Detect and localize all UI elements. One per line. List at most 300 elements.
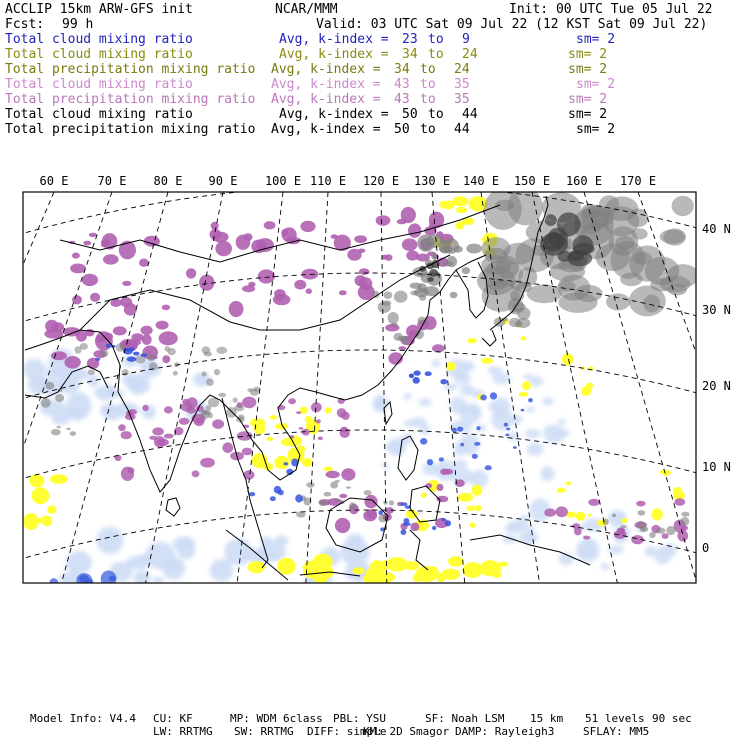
blue-patch — [457, 427, 463, 432]
light-blue-patch — [645, 546, 656, 557]
purple-patch — [200, 458, 215, 468]
light-blue-patch — [542, 397, 554, 405]
yellow-patch — [481, 358, 493, 364]
blue-patch — [505, 434, 509, 437]
blue-patch — [506, 428, 510, 431]
gray-cloud-patch — [319, 500, 328, 507]
field-averaging: Avg, k-index = — [279, 32, 389, 47]
yellow-patch — [266, 437, 273, 441]
purple-patch — [164, 406, 173, 413]
gray-cloud-patch — [349, 502, 356, 509]
dark-cloud-patch — [567, 251, 592, 267]
gray-cloud-patch — [503, 243, 534, 265]
yellow-patch — [467, 338, 477, 343]
purple-patch — [440, 469, 449, 476]
purple-patch — [402, 238, 418, 251]
light-blue-patch — [556, 428, 569, 437]
init-time: Init: 00 UTC Tue 05 Jul 22 — [509, 2, 713, 17]
gray-cloud-patch — [45, 382, 54, 390]
yellow-patch — [448, 556, 464, 566]
purple-patch — [281, 229, 288, 236]
purple-patch — [288, 398, 296, 404]
purple-patch — [367, 509, 377, 519]
blue-patch — [513, 446, 517, 449]
model-info-item: Model Info: V4.4 — [30, 712, 136, 725]
purple-patch — [572, 523, 580, 529]
gray-cloud-patch — [629, 245, 665, 281]
yellow-patch — [47, 505, 56, 514]
gray-cloud-patch — [388, 312, 399, 324]
gray-cloud-patch — [660, 276, 691, 293]
yellow-patch — [456, 207, 467, 214]
longitude-label: 120 E — [362, 174, 400, 188]
purple-patch — [162, 305, 170, 311]
field-smoothing: sm= 2 — [576, 122, 616, 137]
gray-cloud-patch — [208, 413, 213, 419]
yellow-patch — [29, 474, 44, 487]
purple-patch — [95, 331, 113, 350]
purple-patch — [83, 241, 91, 246]
latitude-labels — [702, 222, 731, 555]
model-info-item: SF: Noah LSM — [425, 712, 505, 725]
purple-patch — [358, 284, 375, 300]
light-blue-patch — [162, 557, 185, 580]
yellow-patch — [352, 567, 364, 574]
purple-patch — [192, 470, 200, 477]
yellow-patch — [588, 366, 593, 371]
gray-cloud-patch — [247, 388, 253, 392]
blue-patch — [403, 518, 409, 524]
field-k-to: to — [420, 77, 436, 92]
gray-cloud-patch — [581, 204, 600, 219]
light-blue-patch — [600, 563, 609, 570]
field-averaging: Avg, k-index = — [271, 77, 381, 92]
field-k-start: 50 — [394, 122, 410, 137]
light-blue-patch — [444, 383, 458, 390]
gray-cloud-patch — [462, 267, 471, 274]
gray-cloud-patch — [214, 369, 220, 375]
light-blue-patch — [487, 403, 496, 408]
field-name: Total cloud mixing ratio — [5, 47, 193, 62]
field-k-start: 23 — [402, 32, 418, 47]
gray-cloud-patch — [378, 302, 391, 313]
light-blue-patch — [410, 417, 427, 428]
model-info-item: 90 sec — [652, 712, 692, 725]
field-k-to: to — [420, 62, 436, 77]
blue-patch — [86, 579, 94, 585]
gray-cloud-patch — [656, 527, 665, 533]
yellow-patch — [521, 336, 527, 340]
purple-patch — [156, 321, 169, 330]
yellow-patch — [440, 201, 449, 209]
yellow-patch — [621, 518, 627, 523]
dark-cloud-patch — [429, 269, 438, 277]
field-name: Total cloud mixing ratio — [5, 32, 193, 47]
gray-cloud-patch — [410, 291, 418, 296]
model-info-item: 15 km — [530, 712, 564, 725]
purple-patch — [222, 442, 233, 453]
purple-patch — [149, 436, 157, 440]
gray-cloud-patch — [173, 371, 178, 376]
yellow-patch — [381, 560, 391, 570]
blue-patch — [133, 352, 139, 356]
blue-patch — [95, 358, 100, 361]
gray-cloud-patch — [66, 428, 71, 430]
longitude-label: 70 E — [97, 174, 127, 188]
longitude-label: 60 E — [39, 174, 69, 188]
purple-patch — [354, 235, 367, 243]
model-info-item: PBL: YSU — [333, 712, 386, 725]
purple-patch — [242, 397, 256, 409]
purple-patch — [141, 326, 153, 335]
yellow-patch — [562, 353, 574, 365]
gray-cloud-patch — [147, 350, 151, 353]
blue-patch — [101, 571, 117, 587]
gray-cloud-patch — [88, 369, 95, 375]
field-averaging: Avg, k-index = — [279, 47, 389, 62]
yellow-patch — [407, 561, 415, 566]
blue-patch — [528, 398, 533, 402]
gray-cloud-patch — [417, 234, 434, 251]
purple-patch — [89, 233, 97, 237]
yellow-patch — [413, 574, 422, 582]
purple-patch — [339, 290, 347, 295]
gray-cloud-patch — [389, 500, 394, 505]
model-title: ACCLIP 15km ARW-GFS init — [5, 2, 193, 17]
purple-patch — [337, 408, 347, 418]
model-info-item: 51 levels — [585, 712, 645, 725]
latitude-label: 20 N — [702, 379, 731, 393]
field-k-to: to — [420, 92, 436, 107]
yellow-patch — [475, 505, 481, 511]
longitude-label: 130 E — [413, 174, 451, 188]
purple-patch — [432, 344, 445, 352]
gray-cloud-patch — [383, 291, 392, 299]
gray-cloud-patch — [218, 393, 226, 397]
gray-cloud-patch — [364, 490, 372, 495]
field-k-to: to — [428, 107, 444, 122]
yellow-patch — [324, 467, 333, 472]
purple-patch — [398, 346, 406, 350]
purple-patch — [339, 494, 347, 498]
gray-cloud-patch — [391, 323, 398, 328]
latitude-label: 40 N — [702, 222, 731, 236]
light-blue-patch — [540, 466, 554, 481]
purple-patch — [401, 207, 416, 223]
gray-cloud-patch — [70, 431, 77, 436]
field-k-start: 34 — [402, 47, 418, 62]
purple-patch — [248, 282, 255, 287]
gray-cloud-patch — [604, 206, 640, 236]
blue-patch — [278, 490, 284, 496]
blue-patch — [413, 377, 420, 384]
yellow-patch — [270, 415, 277, 420]
field-name: Total precipitation mixing ratio — [5, 122, 256, 137]
gray-cloud-patch — [99, 350, 108, 357]
latitude-label: 0 — [702, 541, 710, 555]
purple-patch — [215, 241, 232, 256]
model-info-item: DIFF: simple — [307, 725, 387, 738]
longitude-labels — [40, 174, 657, 188]
blue-patch — [480, 395, 487, 401]
yellow-patch — [23, 513, 39, 530]
yellow-patch — [302, 458, 312, 467]
blue-patch — [485, 465, 492, 470]
purple-patch — [385, 254, 393, 261]
field-k-end: 35 — [454, 92, 470, 107]
yellow-patch — [587, 514, 592, 516]
blue-patch — [427, 459, 433, 465]
purple-patch — [186, 268, 196, 278]
field-k-end: 24 — [462, 47, 478, 62]
gray-cloud-patch — [55, 394, 64, 402]
purple-patch — [296, 411, 301, 414]
blue-patch — [401, 529, 407, 535]
blue-patch — [284, 462, 289, 465]
purple-patch — [437, 496, 449, 503]
purple-patch — [335, 518, 350, 533]
gray-cloud-patch — [168, 348, 176, 355]
gray-cloud-patch — [202, 372, 207, 377]
field-k-start: 43 — [394, 77, 410, 92]
purple-patch — [300, 221, 315, 232]
valid-time: Valid: 03 UTC Sat 09 Jul 22 (12 KST Sat 09 Jul 22) — [316, 17, 708, 32]
purple-patch — [121, 467, 134, 481]
forecast-hour-value: 99 h — [62, 17, 94, 32]
longitude-label: 90 E — [208, 174, 238, 188]
field-smoothing: sm= 2 — [568, 107, 608, 122]
purple-patch — [72, 253, 80, 259]
gray-cloud-patch — [324, 492, 332, 497]
purple-patch — [544, 508, 556, 516]
gray-cloud-patch — [57, 426, 61, 428]
latitude-label: 30 N — [702, 303, 731, 317]
purple-patch — [186, 397, 197, 408]
blue-patch — [295, 494, 303, 502]
purple-patch — [52, 322, 64, 332]
purple-patch — [341, 468, 355, 480]
yellow-patch — [458, 493, 473, 502]
purple-patch — [316, 419, 321, 423]
gray-cloud-patch — [147, 354, 155, 361]
light-blue-patch — [346, 534, 364, 547]
gray-cloud-patch — [680, 517, 689, 526]
light-blue-patch — [520, 515, 530, 522]
field-averaging: Avg, k-index = — [271, 92, 381, 107]
light-blue-patch — [586, 539, 594, 547]
light-blue-patch — [419, 398, 432, 406]
purple-patch — [556, 506, 568, 517]
gray-cloud-patch — [612, 514, 616, 518]
yellow-patch — [313, 574, 328, 583]
purple-patch — [340, 427, 348, 433]
purple-patch — [674, 498, 685, 505]
gray-cloud-patch — [226, 407, 237, 418]
blue-patch — [425, 371, 432, 376]
purple-patch — [152, 427, 164, 435]
gray-cloud-patch — [487, 278, 508, 290]
yellow-patch — [421, 493, 427, 499]
purple-patch — [110, 299, 121, 307]
yellow-patch — [566, 481, 571, 485]
yellow-patch — [472, 485, 483, 496]
blue-patch — [106, 344, 111, 348]
field-k-end: 9 — [462, 32, 470, 47]
purple-patch — [139, 259, 149, 267]
purple-patch — [113, 326, 127, 335]
yellow-patch — [277, 558, 295, 575]
field-k-to: to — [428, 47, 444, 62]
purple-patch — [162, 355, 170, 363]
gray-cloud-patch — [466, 244, 482, 254]
yellow-patch — [305, 416, 313, 424]
blue-patch — [141, 353, 148, 357]
longitude-label: 170 E — [619, 174, 657, 188]
field-k-start: 43 — [394, 92, 410, 107]
light-blue-patch — [527, 443, 543, 456]
field-name: Total cloud mixing ratio — [5, 77, 193, 92]
light-blue-patch — [558, 419, 567, 425]
light-blue-patch — [88, 375, 99, 387]
longitude-label: 100 E — [264, 174, 302, 188]
blue-patch — [413, 370, 420, 375]
purple-patch — [326, 471, 340, 478]
blue-patch — [476, 426, 480, 430]
purple-patch — [294, 280, 306, 290]
yellow-patch — [557, 488, 567, 493]
yellow-patch — [466, 506, 476, 511]
forecast-hour-label: Fcst: — [5, 17, 45, 32]
purple-patch — [118, 424, 126, 431]
gray-cloud-patch — [335, 480, 340, 483]
blue-patch — [490, 392, 497, 399]
purple-patch — [437, 484, 444, 491]
field-smoothing: sm= 2 — [568, 92, 608, 107]
blue-patch — [270, 496, 276, 501]
light-blue-patch — [526, 407, 535, 413]
purple-patch — [229, 301, 244, 317]
model-info-item: LW: RRTMG — [153, 725, 213, 738]
field-k-end: 24 — [454, 62, 470, 77]
longitude-label: 140 E — [462, 174, 500, 188]
light-blue-patch — [432, 359, 441, 367]
field-k-start: 34 — [394, 62, 410, 77]
purple-patch — [211, 222, 219, 230]
gray-cloud-patch — [202, 346, 211, 354]
latitude-line — [0, 587, 740, 642]
blue-patch — [400, 502, 407, 506]
purple-patch — [311, 402, 322, 412]
field-k-end: 35 — [454, 77, 470, 92]
blue-patch — [504, 423, 508, 427]
purple-patch — [121, 431, 132, 439]
yellow-patch — [42, 517, 52, 527]
field-k-start: 50 — [402, 107, 418, 122]
purple-patch — [164, 434, 174, 439]
purple-patch — [243, 233, 252, 241]
light-blue-patch — [511, 414, 523, 424]
yellow-patch — [325, 407, 332, 413]
gray-cloud-patch — [418, 283, 427, 293]
purple-patch — [359, 268, 369, 275]
purple-patch — [179, 418, 190, 425]
purple-patch — [677, 530, 688, 541]
light-blue-patch — [224, 538, 252, 565]
field-k-to: to — [428, 32, 444, 47]
gray-cloud-patch — [431, 253, 438, 260]
light-blue-patch — [73, 414, 83, 421]
gray-cloud-patch — [621, 525, 627, 528]
blue-patch — [452, 428, 457, 433]
blue-patch — [439, 457, 444, 461]
purple-patch — [347, 249, 361, 261]
gray-cloud-patch — [637, 521, 645, 529]
yellow-patch — [576, 512, 586, 521]
gray-cloud-patch — [233, 397, 238, 402]
dark-cloud-patch — [548, 228, 568, 248]
yellow-patch — [492, 571, 502, 578]
gray-cloud-patch — [660, 230, 685, 244]
purple-patch — [212, 419, 224, 429]
longitude-label: 80 E — [153, 174, 183, 188]
gray-cloud-patch — [206, 405, 212, 411]
model-info-item: MP: WDM 6class — [230, 712, 323, 725]
blue-patch — [441, 518, 445, 521]
latitude-label: 10 N — [702, 460, 731, 474]
gray-cloud-patch — [51, 429, 61, 435]
yellow-patch — [498, 562, 508, 567]
gray-cloud-patch — [80, 343, 88, 350]
blue-patch — [474, 442, 480, 446]
blue-patch — [432, 526, 436, 530]
light-blue-patch — [388, 438, 405, 457]
gray-cloud-patch — [616, 236, 635, 250]
purple-patch — [242, 448, 253, 456]
yellow-patch — [581, 386, 591, 396]
yellow-patch — [302, 563, 313, 571]
purple-patch — [82, 274, 98, 286]
blue-patch — [409, 374, 414, 379]
gray-cloud-patch — [442, 238, 459, 254]
yellow-patch — [522, 381, 531, 390]
purple-patch — [70, 264, 86, 274]
longitude-label: 110 E — [309, 174, 347, 188]
gray-cloud-patch — [400, 336, 409, 345]
blue-patch — [445, 520, 451, 526]
blue-patch — [440, 379, 447, 384]
dark-cloud-patch — [545, 214, 557, 226]
field-averaging: Avg, k-index = — [271, 122, 381, 137]
purple-patch — [306, 288, 312, 294]
blue-patch — [127, 356, 137, 361]
gray-cloud-patch — [306, 482, 315, 488]
longitude-label: 160 E — [565, 174, 603, 188]
yellow-patch — [32, 487, 50, 504]
purple-patch — [331, 234, 338, 239]
field-averaging: Avg, k-index = — [271, 62, 381, 77]
light-blue-patch — [519, 532, 539, 543]
light-blue-patch — [608, 545, 624, 554]
yellow-patch — [446, 362, 456, 371]
gray-cloud-patch — [216, 347, 227, 354]
purple-patch — [376, 215, 391, 226]
yellow-patch — [366, 568, 382, 578]
purple-patch — [583, 536, 590, 540]
blue-patch — [420, 438, 427, 445]
gray-cloud-patch — [637, 510, 645, 516]
organization-label: NCAR/MMM — [275, 2, 338, 17]
purple-patch — [264, 221, 276, 229]
